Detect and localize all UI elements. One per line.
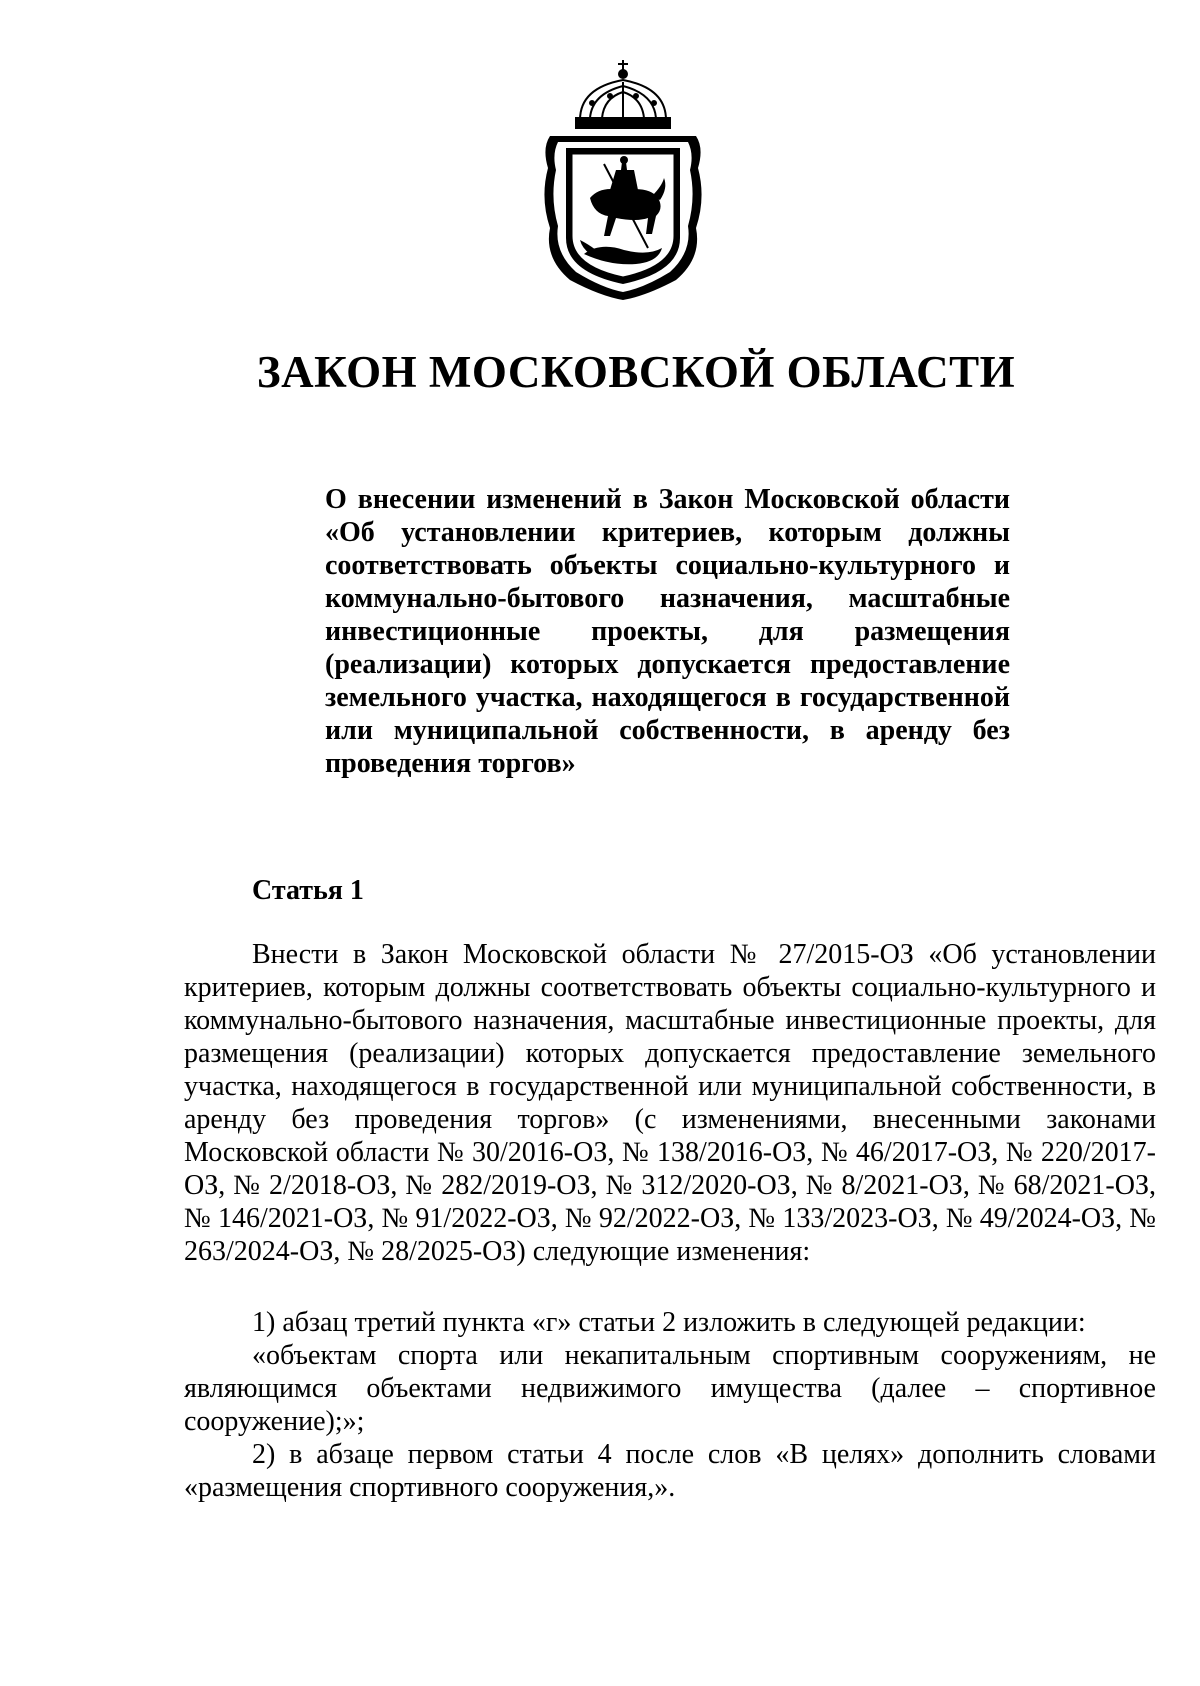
coat-of-arms-emblem bbox=[540, 58, 706, 302]
article-heading: Статья 1 bbox=[252, 875, 364, 906]
law-title: ЗАКОН МОСКОВСКОЙ ОБЛАСТИ bbox=[256, 347, 1016, 397]
crown-icon bbox=[576, 60, 670, 128]
amendment-item-1-quote: «объектам спорта или некапитальным спортивным сооружениям, не являющимся объектами недвижимого имущества (далее – спортивное сооружение);»; bbox=[184, 1340, 1156, 1437]
amendment-item-2: 2) в абзаце первом статьи 4 после слов «В целях» дополнить словами «размещения спортивного сооружения,». bbox=[184, 1439, 1156, 1503]
law-subject: О внесении изменений в Закон Московской области «Об установлении критериев, которым должны соответствовать объекты социально-культурного и коммунально-бытового назначения, масштабные инвестиционные проекты, для размещения (реализации) которых допускается предоставление земельного участка, находящегося в государственной или муниципальной собственности, в аренду без проведения торгов» bbox=[325, 484, 1010, 779]
amendment-item-1: 1) абзац третий пункта «г» статьи 2 изложить в следующей редакции: bbox=[252, 1307, 1086, 1338]
article-intro-paragraph: Внести в Закон Московской области № 27/2015-ОЗ «Об установлении критериев, которым должны соответствовать объекты социально-культурного и коммунально-бытового назначения, масштабные инвестиционные проекты, для размещения (реализации) которых допускается предоставление земельного участка, находящегося в государственной или муниципальной собственности, в аренду без проведения торгов» (с изменениями, внесенными законами Московской области № 30/2016-ОЗ, № 138/2016-ОЗ, № 46/2017-ОЗ, № 220/2017-ОЗ, № 2/2018-ОЗ, № 282/2019-ОЗ, № 312/2020-ОЗ, № 8/2021-ОЗ, № 68/2021-ОЗ, № 146/2021-ОЗ, № 91/2022-ОЗ, № 92/2022-ОЗ, № 133/2023-ОЗ, № 49/2024-ОЗ, № 263/2024-ОЗ, № 28/2025-ОЗ) следующие изменения: bbox=[184, 939, 1156, 1267]
